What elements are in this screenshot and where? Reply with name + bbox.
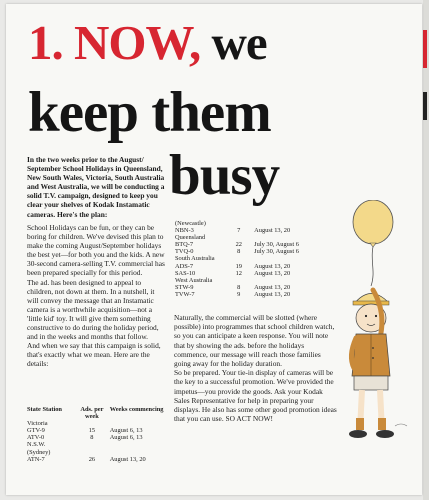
weeks-cell: August 13, 20 xyxy=(109,455,146,463)
table-header-row xyxy=(27,406,167,420)
balloon-string xyxy=(371,247,373,286)
table-region-row xyxy=(175,255,315,262)
headline-line-3: busy xyxy=(169,144,280,207)
station-cell: N.S.W. xyxy=(27,441,46,449)
weeks-cell: August 13, 20 xyxy=(254,269,291,277)
headline-number: 1. xyxy=(28,15,63,70)
header-ads-per-week: Ads. per week xyxy=(80,406,104,421)
weeks-cell xyxy=(250,234,315,241)
ads-cell: 12 xyxy=(235,269,242,277)
weeks-cell xyxy=(106,420,167,427)
weeks-cell xyxy=(250,220,315,227)
ads-cell: 8 xyxy=(90,434,94,442)
ads-cell: 7 xyxy=(237,227,241,235)
ads-cell: 15 xyxy=(88,427,96,435)
station-cell: GTV-9 xyxy=(27,427,45,435)
table-region-row xyxy=(175,234,315,241)
station-cell: ATN-7 xyxy=(27,455,45,463)
body-paragraph: So be prepared. Your tie-in display of cameras will be the key to a successful promotion. We've provided the impetus—you provide the goods. Ask your Kodak Sales Representative for help in preparing your displays. He also has some other good promotion ideas that you can use. SO ACT NOW! xyxy=(174,368,337,424)
left-shoe xyxy=(349,430,367,438)
next-page-red-mark xyxy=(423,30,427,68)
table-row xyxy=(27,434,167,441)
station-cell: Victoria xyxy=(27,420,48,428)
ads-cell xyxy=(78,449,106,456)
station-cell: NBN-3 xyxy=(175,227,194,235)
ads-cell: 8 xyxy=(237,248,241,256)
table-row xyxy=(175,284,315,291)
table-row xyxy=(175,270,315,277)
balloon xyxy=(353,200,393,244)
station-cell: TVW-7 xyxy=(175,290,195,298)
right-shoe xyxy=(376,430,394,438)
body-column-left xyxy=(27,223,167,369)
headline-we: we xyxy=(211,15,267,70)
table-region-row xyxy=(27,441,167,448)
ads-cell: 9 xyxy=(237,290,241,298)
table-region-row xyxy=(27,420,167,427)
headline-line-1 xyxy=(28,14,267,71)
station-cell: BTQ-7 xyxy=(175,241,194,249)
shorts xyxy=(354,376,388,390)
weeks-cell xyxy=(250,277,315,284)
ads-cell: 8 xyxy=(237,283,241,291)
station-cell: South Australia xyxy=(175,255,215,263)
header-weeks-commencing: Weeks commencing xyxy=(109,406,164,413)
intro-paragraph: In the two weeks prior to the August/ September School Holidays in Queensland, New South Wales, Victoria, South Australia and West Australia, we will be conducting a solid T.V. campaign, designed to keep you clear your shelves of Kodak Instamatic cameras. Here's the plan: xyxy=(27,155,165,219)
body-paragraph: And when we say that this campaign is solid, that's exactly what we mean. Here are the details: xyxy=(27,341,161,369)
schedule-table-right xyxy=(175,220,315,298)
weeks-cell: July 30, August 6 xyxy=(254,241,299,249)
station-cell: Queensland xyxy=(175,234,206,242)
ads-cell xyxy=(78,441,106,448)
weeks-cell xyxy=(106,449,167,456)
ads-cell xyxy=(78,420,106,427)
body-paragraph: Naturally, the commercial will be slotted (where possible) into programmes that school children watch, so you can anticipate a keen response. You will note that by showing the ads. before the holidays commence, our message will reach those families going away for the holiday duration. xyxy=(174,313,335,369)
weeks-cell: August 6, 13 xyxy=(109,427,143,435)
headline-line-2: keep them xyxy=(28,81,271,144)
station-cell: (Sydney) xyxy=(27,448,51,456)
station-cell: TVQ-0 xyxy=(175,248,194,256)
table-row xyxy=(175,291,315,298)
boy-with-balloon-illustration xyxy=(340,200,429,475)
station-cell: SAS-10 xyxy=(175,269,196,277)
table-row xyxy=(27,427,167,434)
body-paragraph: School Holidays can be fun, or they can be boring for children. We've devised this plan to make the coming August/September holidays the best yet—for both you and the kids. A new 30-second camera-selling T.V. commercial has been prepared specially for this period. xyxy=(27,223,165,278)
body-column-right xyxy=(174,313,338,423)
ads-cell: 19 xyxy=(235,262,242,270)
weeks-cell: August 13, 20 xyxy=(254,227,291,235)
next-page-black-mark xyxy=(423,92,427,120)
ads-cell xyxy=(227,234,250,241)
station-cell: (Newcastle) xyxy=(175,220,206,227)
table-region-row xyxy=(27,449,167,456)
table-row xyxy=(175,241,315,248)
headline-now: NOW, xyxy=(74,15,201,70)
weeks-cell: August 13, 20 xyxy=(254,262,291,270)
table-row xyxy=(27,456,167,463)
weeks-cell xyxy=(106,441,167,448)
station-cell: STW-9 xyxy=(175,283,194,291)
ads-cell xyxy=(227,220,250,227)
header-station: State Station xyxy=(27,406,62,413)
ads-cell xyxy=(227,255,250,262)
table-region-row xyxy=(175,277,315,284)
body-paragraph: The ad. has been designed to appeal to children, not down at them. In a nutshell, it will convey the message that an Instamatic camera is a worthwhile acquisition—not a 'little kid' toy. It will give them something constructive to do during the holiday period, and in the weeks and months that follow. xyxy=(27,277,159,342)
table-row xyxy=(175,227,315,234)
ads-cell xyxy=(227,277,250,284)
ads-cell: 22 xyxy=(235,241,242,249)
station-cell: West Australia xyxy=(175,276,213,284)
station-cell: ATV-0 xyxy=(27,434,45,442)
station-cell: ADS-7 xyxy=(175,262,194,270)
weeks-cell xyxy=(250,255,315,262)
weeks-cell: August 6, 13 xyxy=(109,434,143,442)
ads-cell: 26 xyxy=(88,455,96,463)
weeks-cell: August 13, 20 xyxy=(254,283,291,291)
schedule-table-left xyxy=(27,406,167,463)
table-region-row xyxy=(175,220,315,227)
weeks-cell: July 30, August 6 xyxy=(254,248,299,256)
table-row xyxy=(175,248,315,255)
table-row xyxy=(175,263,315,270)
weeks-cell: August 13, 20 xyxy=(254,290,291,298)
